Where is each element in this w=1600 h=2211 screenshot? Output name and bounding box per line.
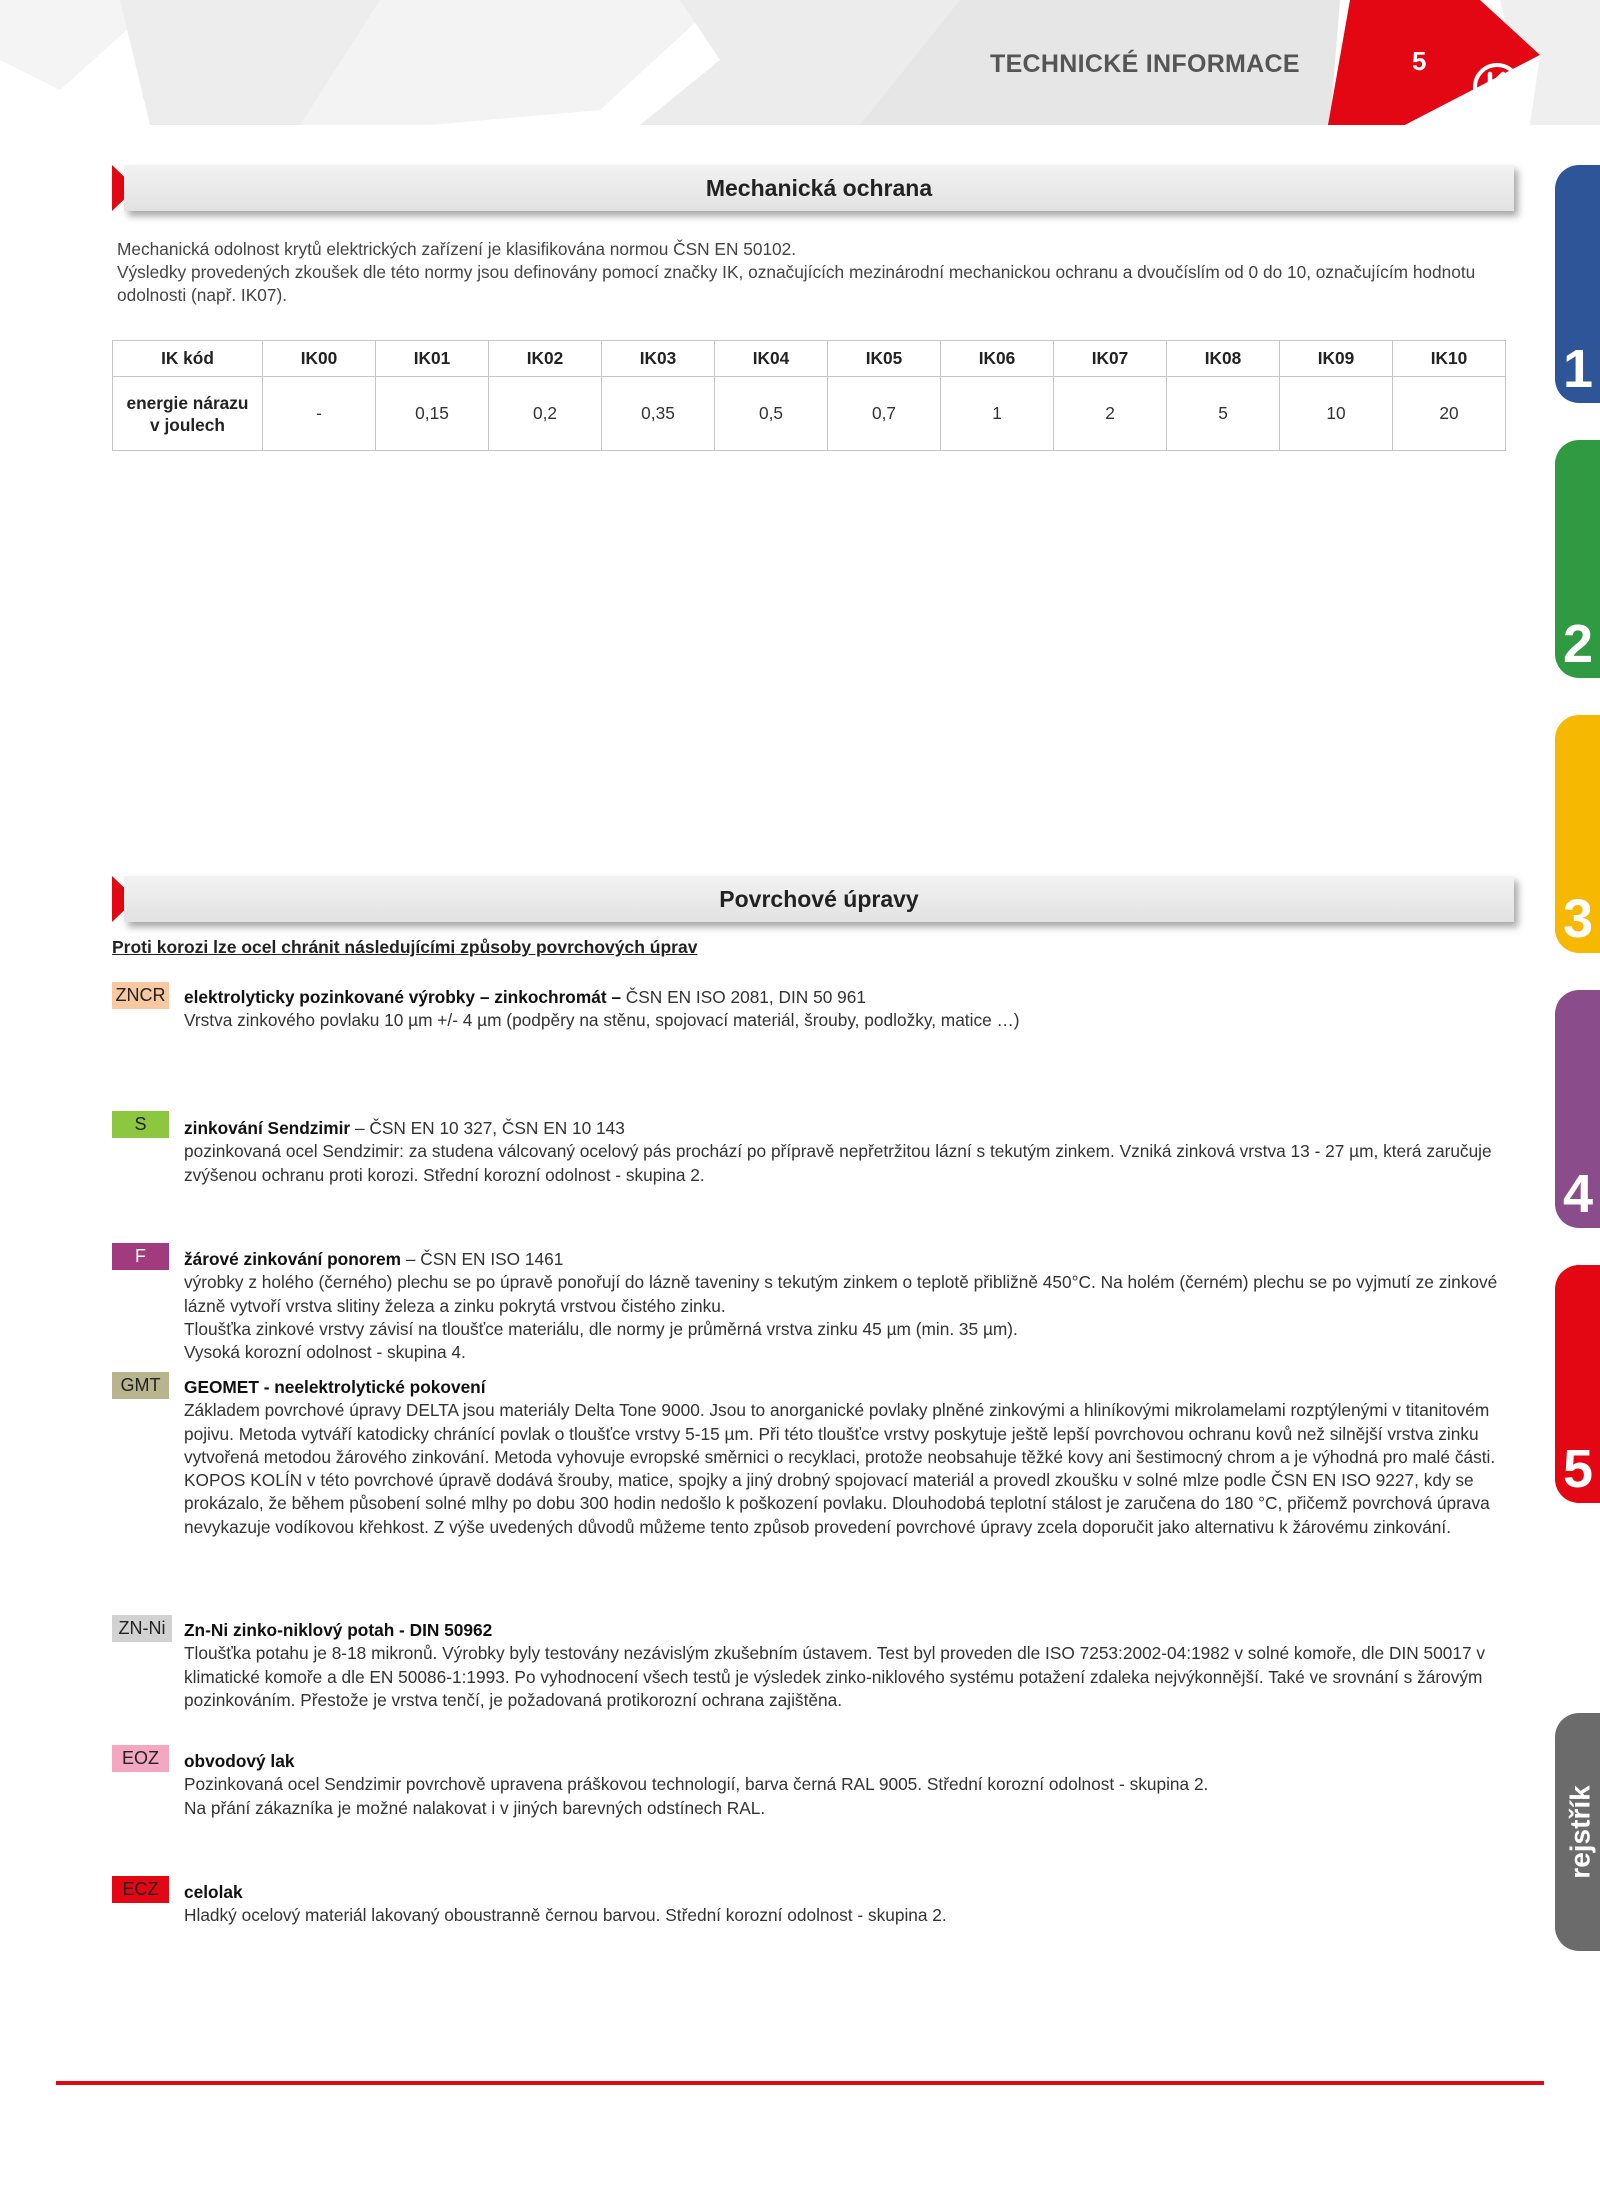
section-subtitle: Proti korozi lze ocel chránit následujícími způsoby povrchových úprav xyxy=(112,937,698,957)
table-header-cell: IK05 xyxy=(828,341,941,377)
table-cell: 5 xyxy=(1167,377,1280,451)
finish-line: Vrstva zinkového povlaku 10 µm +/- 4 µm (podpěry na stěnu, spojovací materiál, šrouby, podložky, matice …) xyxy=(184,1010,1020,1031)
ik-table xyxy=(112,340,1506,451)
finish-line: výrobky z holého (černého) plechu se po úpravě ponořují do lázně taveniny s tekutým zinkem o teplotě přibližně 450°C. Na holém (černém) plechu se po vyjmutí ze zinkové lázně vytvoří vrstva slitiny železa a zinku pokrytá vrstvou čistého zinku. xyxy=(184,1272,1498,1316)
side-tab-label: 2 xyxy=(1562,614,1593,674)
finish-line: Vysoká korozní odolnost - skupina 4. xyxy=(184,1342,466,1363)
finish-title: žárové zinkování ponorem xyxy=(184,1249,402,1269)
finish-line: pozinkovaná ocel Sendzimir: za studena válcovaný ocelový pás prochází po přípravě nepřetržitou lázní s tekutým zinkem. Vzniká zinková vrstva 13 - 27 µm, která zaručuje zvýšenou ochranu proti korozi. Střední korozní odolnost - skupina 2. xyxy=(184,1141,1492,1185)
table-header-cell: IK07 xyxy=(1054,341,1167,377)
table-header-row xyxy=(113,341,1506,377)
finish-code-badge: F xyxy=(112,1243,169,1270)
table-header-cell: IK04 xyxy=(715,341,828,377)
finish-norm: – ČSN EN 10 327, ČSN EN 10 143 xyxy=(350,1118,625,1138)
section-banner-mechanical xyxy=(112,165,1514,211)
finish-description xyxy=(184,986,1509,1033)
table-header-cell: IK06 xyxy=(941,341,1054,377)
footer-divider xyxy=(56,2081,1544,2085)
finish-code-badge: ZNCR xyxy=(112,982,169,1009)
table-cell: 10 xyxy=(1280,377,1393,451)
table-header-cell: IK02 xyxy=(489,341,602,377)
finish-norm: ČSN EN ISO 2081, DIN 50 961 xyxy=(621,987,866,1007)
side-tab-label: 4 xyxy=(1562,1164,1593,1224)
table-header-cell: IK00 xyxy=(263,341,376,377)
finish-title: GEOMET - neelektrolytické pokovení xyxy=(184,1377,486,1397)
finish-code-badge: S xyxy=(112,1111,169,1138)
finish-title: obvodový lak xyxy=(184,1751,295,1771)
finish-description xyxy=(184,1619,1509,1712)
table-header-cell: IK kód xyxy=(113,341,263,377)
side-tab-index[interactable] xyxy=(1555,1713,1600,1951)
table-cell: 0,7 xyxy=(828,377,941,451)
finish-line: Pozinkovaná ocel Sendzimir povrchově upravena práškovou technologií, barva černá RAL 9005. Střední korozní odolnost - skupina 2. xyxy=(184,1774,1209,1795)
table-cell: 20 xyxy=(1393,377,1506,451)
header-title: TECHNICKÉ INFORMACE xyxy=(990,50,1300,78)
finish-norm: – ČSN EN ISO 1461 xyxy=(401,1249,564,1269)
table-cell: 0,35 xyxy=(602,377,715,451)
side-tab-4[interactable] xyxy=(1555,990,1600,1228)
table-row xyxy=(113,377,1506,451)
finish-line: Na přání zákazníka je možné nalakovat i v jiných barevných odstínech RAL. xyxy=(184,1797,766,1818)
finish-code-badge: GMT xyxy=(112,1372,169,1399)
table-header-cell: IK09 xyxy=(1280,341,1393,377)
finish-code-badge: ECZ xyxy=(112,1876,169,1903)
finish-line: Základem povrchové úpravy DELTA jsou materiály Delta Tone 9000. Jsou to anorganické povlaky plněné zinkovými a hliníkovými mikrolamelami rozptýlenými v titanitovém pojivu. Metoda vytváří katodicky chránící povlak o tloušťce vrstvy 5-15 µm. Při této tloušťce vrstvy poskytuje ještě lepší povrchovou ochranu kovů než silnější vrstva zinku vytvořená metodou žárového zinkování. Metoda vyhovuje evropské směrnici o recyklaci, protože neobsahuje těžké kovy ani šestimocný chrom a je výhodná pro malé části. KOPOS KOLÍN v této povrchové úpravě dodává šrouby, matice, spojky a jiný drobný spojovací materiál a provedl zkoušku v solné mlze podle ČSN EN ISO 9227, kdy se prokázalo, že během působení solné mlhy po dobu 300 hodin nedošlo k poškození povlaku. Dlouhodobá teplotní stálost je zaručena do 180 °C, přičemž povrchová úprava nevykazuje vodíkovou křehkost. Z výše uvedených důvodů můžeme tento způsob provedení povrchové úpravy zcela doporučit jako alternativu k žárovému zinkování. xyxy=(184,1400,1496,1537)
intro-text xyxy=(117,238,1512,307)
finish-title: celolak xyxy=(184,1882,243,1902)
side-tab-1[interactable] xyxy=(1555,165,1600,403)
side-tab-label: 5 xyxy=(1562,1439,1593,1499)
intro-line: Mechanická odolnost krytů elektrických zařízení je klasifikována normou ČSN EN 50102. xyxy=(117,239,797,259)
section-title: Mechanická ochrana xyxy=(705,175,933,201)
table-header-cell: IK10 xyxy=(1393,341,1506,377)
table-header-cell: IK01 xyxy=(376,341,489,377)
page-number: 5 xyxy=(1412,46,1427,76)
table-cell: 0,2 xyxy=(489,377,602,451)
table-header-cell: IK08 xyxy=(1167,341,1280,377)
table-row-label: energie nárazu v joulech xyxy=(113,377,263,451)
table-cell: 1 xyxy=(941,377,1054,451)
finish-line: Hladký ocelový materiál lakovaný oboustranně černou barvou. Střední korozní odolnost - skupina 2. xyxy=(184,1905,947,1926)
finish-description xyxy=(184,1750,1509,1820)
finish-code-badge: EOZ xyxy=(112,1745,169,1772)
finish-title: Zn-Ni zinko-niklový potah - DIN 50962 xyxy=(184,1620,493,1640)
finish-description xyxy=(184,1881,1509,1928)
kopos-logo-icon xyxy=(1472,62,1522,112)
finish-description xyxy=(184,1376,1509,1539)
header-background xyxy=(0,0,1600,125)
finish-description xyxy=(184,1117,1509,1187)
finish-title: elektrolyticky pozinkované výrobky – zinkochromát – xyxy=(184,987,621,1007)
intro-line: Výsledky provedených zkoušek dle této normy jsou definovány pomocí značky IK, označujících mezinárodní mechanickou ochranu a dvoučíslím od 0 do 10, označujícím hodnotu odolnosti (např. IK07). xyxy=(117,262,1476,305)
table-cell: 2 xyxy=(1054,377,1167,451)
section-banner-surface xyxy=(112,876,1514,922)
finish-line: Tloušťka potahu je 8-18 mikronů. Výrobky byly testovány nezávislým zkušebním ústavem. Test byl proveden dle ISO 7253:2002-04:1982 v solné komoře, dle DIN 50017 v klimatické komoře a dle EN 50086-1:1993. Po vyhodnocení všech testů je výsledek zinko-niklového systému potažení zdaleka nejvýkonnější. Také ve srovnání s žárovým pozinkováním. Přestože je vrstva tenčí, je požadovaná protikorozní ochrana zajištěna. xyxy=(184,1643,1486,1710)
finish-line: Tloušťka zinkové vrstvy závisí na tloušťce materiálu, dle normy je průměrná vrstva zinku 45 µm (min. 35 µm). xyxy=(184,1318,1018,1339)
table-cell: 0,5 xyxy=(715,377,828,451)
table-cell: 0,15 xyxy=(376,377,489,451)
side-tab-2[interactable] xyxy=(1555,440,1600,678)
side-tab-label: 1 xyxy=(1562,339,1593,399)
side-tab-label: rejstřík xyxy=(1565,1785,1596,1879)
section-title: Povrchové úpravy xyxy=(719,886,919,912)
side-tab-label: 3 xyxy=(1562,889,1593,949)
table-header-cell: IK03 xyxy=(602,341,715,377)
side-tab-3[interactable] xyxy=(1555,715,1600,953)
finish-title: zinkování Sendzimir xyxy=(184,1118,351,1138)
finish-code-badge: ZN-Ni xyxy=(112,1615,172,1642)
side-tab-5[interactable] xyxy=(1555,1265,1600,1503)
finish-description xyxy=(184,1248,1509,1364)
table-cell: - xyxy=(263,377,376,451)
